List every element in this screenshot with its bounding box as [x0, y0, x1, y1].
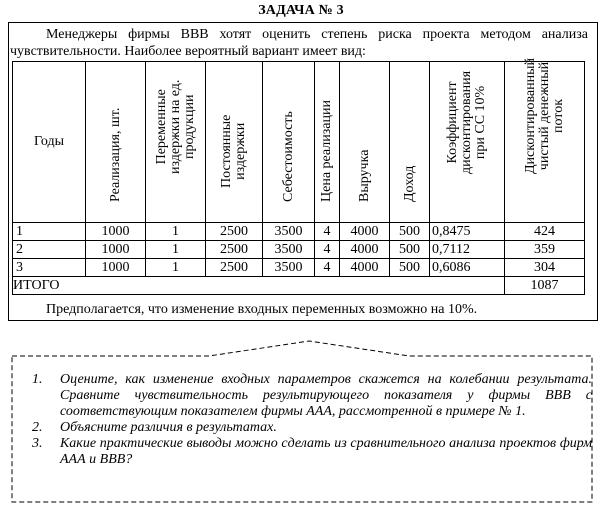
header-fixed-costs: Постоянные издержки [206, 62, 263, 223]
list-item [32, 372, 592, 420]
cell-sale-price: 4 [315, 223, 340, 241]
total-row [13, 277, 585, 295]
problem-intro: Менеджеры фирмы ВВВ хотят оценить степень риска проекта методом анализа чувствительности. Наиболее вероятный вариант имеет вид: [10, 27, 588, 59]
cell-variable-costs: 1 [146, 241, 206, 259]
cell-income: 500 [390, 223, 430, 241]
item-number: 2. [32, 420, 43, 435]
cell-year: 1 [13, 223, 86, 241]
table-row [13, 241, 585, 259]
total-label: ИТОГО [13, 277, 505, 295]
cell-sale-price: 4 [315, 241, 340, 259]
cell-revenue: 4000 [340, 241, 390, 259]
cell-variable-costs: 1 [146, 259, 206, 277]
cell-discounted-cash-flow: 359 [505, 241, 585, 259]
cell-year: 3 [13, 259, 86, 277]
cell-fixed-costs: 2500 [206, 241, 263, 259]
cell-cost-price: 3500 [263, 223, 315, 241]
table-row [13, 223, 585, 241]
header-revenue: Выручка [340, 62, 390, 223]
table-row [13, 259, 585, 277]
cell-sales: 1000 [86, 259, 146, 277]
list-item [32, 420, 592, 436]
item-number: 3. [32, 436, 43, 451]
cell-discount-coef: 0,8475 [430, 223, 505, 241]
header-sale-price: Цена реализации [315, 62, 340, 223]
item-text: Объясните различия в результатах. [60, 420, 277, 435]
header-years: Годы [13, 62, 86, 223]
item-text: Оцените, как изменение входных параметров скажется на колебании результата. Сравните чувствительность результирующего показателя у фирмы ВВВ с соответствующим показателем фирмы ААА, рассмотренной в примере № 1. [60, 372, 592, 419]
cell-sales: 1000 [86, 223, 146, 241]
assumption-note: Предполагается, что изменение входных переменных возможно на 10%. [46, 302, 478, 317]
cell-discount-coef: 0,6086 [430, 259, 505, 277]
cell-discounted-cash-flow: 304 [505, 259, 585, 277]
list-item [32, 436, 592, 468]
cell-revenue: 4000 [340, 259, 390, 277]
header-discounted-cash-flow: Дисконтированный чистый денежный поток [505, 62, 585, 223]
header-discount-coef: Коэффициент дисконтирования при СС 10% [430, 62, 505, 223]
questions-list [32, 372, 592, 468]
header-cost-price: Себестоимость [263, 62, 315, 223]
cell-cost-price: 3500 [263, 241, 315, 259]
header-income: Доход [390, 62, 430, 223]
item-number: 1. [32, 372, 43, 387]
header-variable-costs: Переменные издержки на ед. продукции [146, 62, 206, 223]
data-table [12, 58, 585, 295]
cell-discounted-cash-flow: 424 [505, 223, 585, 241]
cell-income: 500 [390, 241, 430, 259]
task-title: ЗАДАЧА № 3 [258, 3, 344, 18]
header-sales: Реализация, шт. [86, 62, 146, 223]
cell-sale-price: 4 [315, 259, 340, 277]
cell-fixed-costs: 2500 [206, 259, 263, 277]
cell-sales: 1000 [86, 241, 146, 259]
cell-income: 500 [390, 259, 430, 277]
cell-variable-costs: 1 [146, 223, 206, 241]
cell-discount-coef: 0,7112 [430, 241, 505, 259]
cell-year: 2 [13, 241, 86, 259]
cell-revenue: 4000 [340, 223, 390, 241]
header-row [13, 62, 585, 223]
cell-fixed-costs: 2500 [206, 223, 263, 241]
total-discounted-cash-flow: 1087 [505, 277, 585, 295]
item-text: Какие практические выводы можно сделать из сравнительного анализа проектов фирм ААА и ВВВ? [60, 436, 592, 467]
cell-cost-price: 3500 [263, 259, 315, 277]
